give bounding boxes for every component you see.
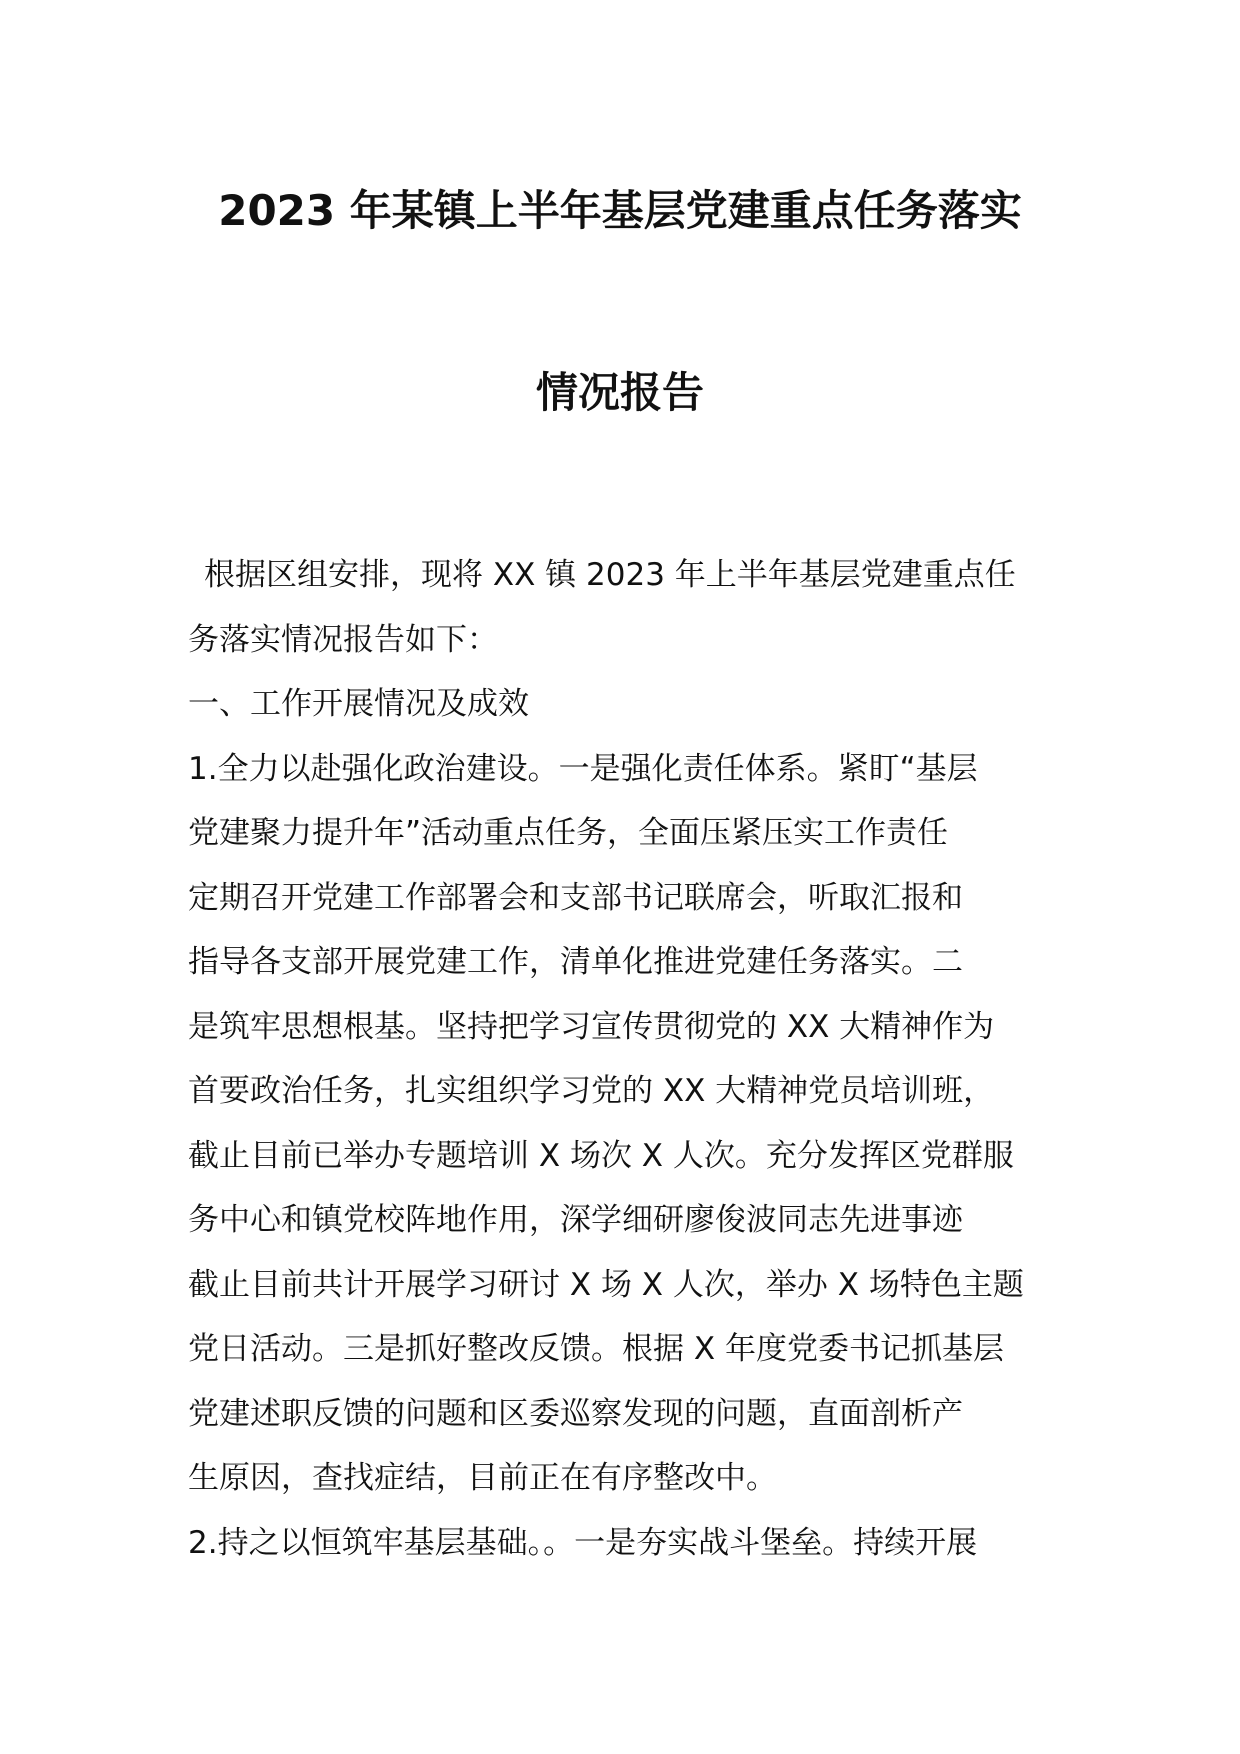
body-line: 根据区组安排，现将 XX 镇 2023 年上半年基层党建重点任 bbox=[204, 557, 1016, 593]
body-line: 是筑牢思想根基。坚持把学习宣传贯彻党的 XX 大精神作为 bbox=[188, 1008, 995, 1045]
section-heading: 一、工作开展情况及成效 bbox=[188, 686, 529, 722]
body-line: 党建聚力提升年”活动重点任务，全面压紧压实工作责任 bbox=[188, 815, 949, 851]
document-title-line-1: 2023 年某镇上半年基层党建重点任务落实 bbox=[218, 186, 1022, 235]
body-line: 党建述职反馈的问题和区委巡察发现的问题，直面剖析产 bbox=[188, 1395, 963, 1432]
body-line: 定期召开党建工作部署会和支部书记联席会，听取汇报和 bbox=[188, 879, 963, 916]
body-line: 截止目前已举办专题培训 X 场次 X 人次。充分发挥区党群服 bbox=[188, 1137, 1014, 1174]
body-line: 务落实情况报告如下： bbox=[188, 621, 498, 658]
document-body bbox=[188, 543, 1068, 1575]
body-line: 指导各支部开展党建工作，清单化推进党建任务落实。二 bbox=[188, 944, 963, 980]
body-line: 务中心和镇党校阵地作用，深学细研廖俊波同志先进事迹 bbox=[188, 1202, 963, 1238]
body-line: 2.持之以恒筑牢基层基础。。一是夯实战斗堡垒。持续开展 bbox=[188, 1524, 978, 1561]
body-line: 截止目前共计开展学习研讨 X 场 X 人次，举办 X 场特色主题 bbox=[188, 1266, 1024, 1303]
body-line: 1.全力以赴强化政治建设。一是强化责任体系。紧盯“基层 bbox=[188, 750, 978, 787]
body-line: 首要政治任务，扎实组织学习党的 XX 大精神党员培训班， bbox=[188, 1073, 995, 1109]
body-line: 生原因，查找症结，目前正在有序整改中。 bbox=[188, 1460, 777, 1496]
document-title-line-2: 情况报告 bbox=[535, 368, 704, 417]
body-line: 党日活动。三是抓好整改反馈。根据 X 年度党委书记抓基层 bbox=[188, 1331, 1004, 1367]
